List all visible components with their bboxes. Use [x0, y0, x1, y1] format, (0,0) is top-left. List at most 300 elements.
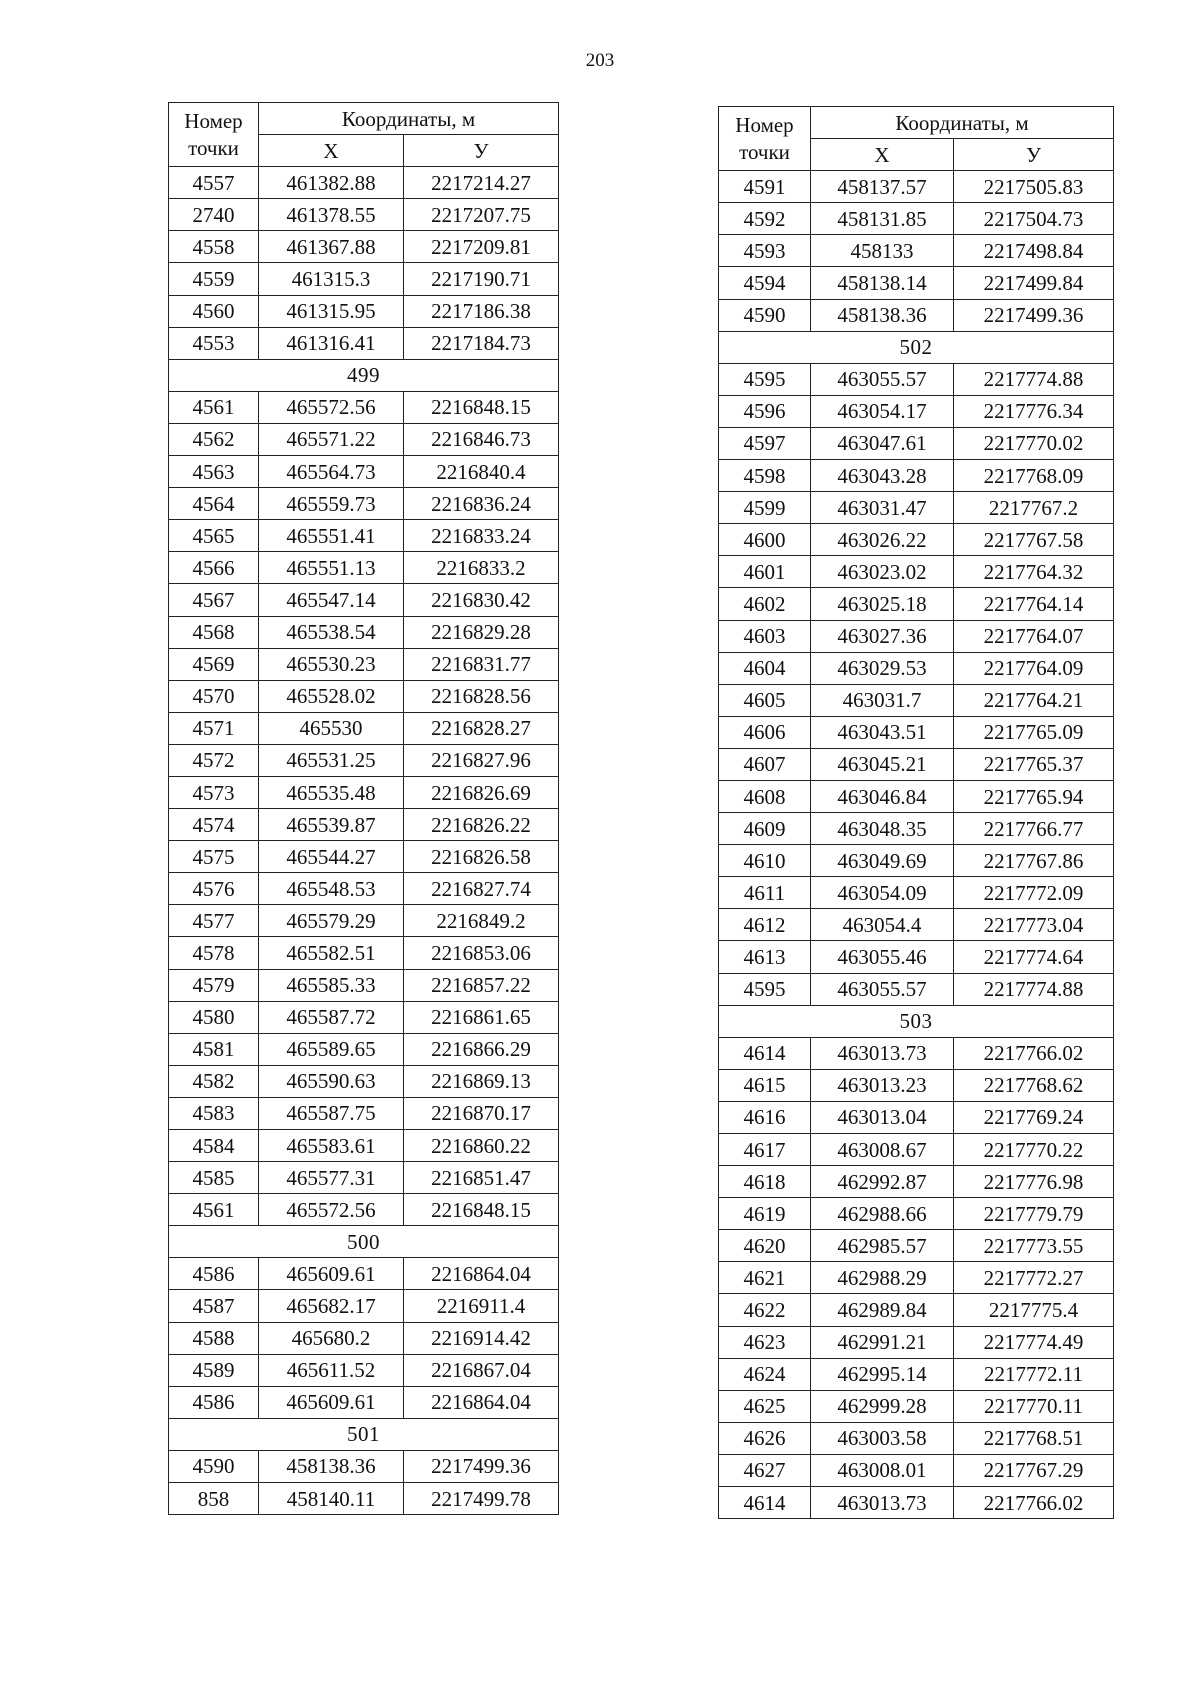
y-coordinate-cell: 2217764.32 [954, 556, 1114, 588]
y-coordinate-cell: 2216860.22 [404, 1130, 559, 1162]
point-number-cell: 4563 [169, 456, 259, 488]
point-number-cell: 4587 [169, 1290, 259, 1322]
y-coordinate-cell: 2217504.73 [954, 203, 1114, 235]
y-coordinate-cell: 2216849.2 [404, 905, 559, 937]
y-coordinate-cell: 2216861.65 [404, 1001, 559, 1033]
y-coordinate-cell: 2217772.11 [954, 1358, 1114, 1390]
point-number-cell: 4589 [169, 1354, 259, 1386]
point-number-cell: 4624 [719, 1358, 811, 1390]
table-row [169, 809, 559, 841]
y-coordinate-cell: 2217770.11 [954, 1390, 1114, 1422]
point-number-cell: 4626 [719, 1422, 811, 1454]
table-row [169, 680, 559, 712]
y-coordinate-cell: 2217768.51 [954, 1422, 1114, 1454]
point-number-cell: 4608 [719, 780, 811, 812]
point-number-cell: 4579 [169, 969, 259, 1001]
x-coordinate-cell: 461367.88 [259, 231, 404, 263]
x-coordinate-cell: 465589.65 [259, 1033, 404, 1065]
coordinates-header: Координаты, м [259, 103, 559, 135]
x-coordinate-cell: 463029.53 [811, 652, 954, 684]
point-number-cell: 858 [169, 1483, 259, 1515]
x-coordinate-cell: 465579.29 [259, 905, 404, 937]
x-coordinate-cell: 465551.41 [259, 520, 404, 552]
point-number-cell: 4607 [719, 748, 811, 780]
table-row [169, 1130, 559, 1162]
point-number-cell: 4595 [719, 973, 811, 1005]
x-coordinate-cell: 463013.73 [811, 1487, 954, 1519]
x-coordinate-cell: 463054.09 [811, 877, 954, 909]
point-number-cell: 4571 [169, 712, 259, 744]
x-coordinate-cell: 465551.13 [259, 552, 404, 584]
table-row [719, 1487, 1114, 1519]
x-coordinate-cell: 465582.51 [259, 937, 404, 969]
x-coordinate-cell: 463045.21 [811, 748, 954, 780]
point-number-cell: 4623 [719, 1326, 811, 1358]
table-row [169, 648, 559, 680]
x-coordinate-cell: 463027.36 [811, 620, 954, 652]
point-number-cell: 4625 [719, 1390, 811, 1422]
table-row [719, 524, 1114, 556]
point-number-cell: 4576 [169, 873, 259, 905]
x-coordinate-cell: 463031.47 [811, 492, 954, 524]
coordinates-table-left [168, 102, 559, 1515]
table-row [719, 1422, 1114, 1454]
section-number-row [169, 1226, 559, 1258]
x-coordinate-cell: 458137.57 [811, 171, 954, 203]
section-number-row [169, 359, 559, 391]
table-row [719, 395, 1114, 427]
x-coordinate-cell: 463031.7 [811, 684, 954, 716]
y-coordinate-cell: 2217764.07 [954, 620, 1114, 652]
point-number-cell: 4605 [719, 684, 811, 716]
y-coordinate-cell: 2216833.24 [404, 520, 559, 552]
point-number-cell: 4569 [169, 648, 259, 680]
table-row [719, 460, 1114, 492]
y-coordinate-cell: 2216867.04 [404, 1354, 559, 1386]
x-coordinate-cell: 465682.17 [259, 1290, 404, 1322]
x-coordinate-cell: 463046.84 [811, 780, 954, 812]
x-coordinate-cell: 462999.28 [811, 1390, 954, 1422]
table-row [169, 1033, 559, 1065]
x-coordinate-cell: 462985.57 [811, 1230, 954, 1262]
x-coordinate-cell: 463048.35 [811, 813, 954, 845]
x-coordinate-cell: 462988.29 [811, 1262, 954, 1294]
point-number-cell: 4611 [719, 877, 811, 909]
table-row [169, 937, 559, 969]
y-coordinate-cell: 2217776.98 [954, 1166, 1114, 1198]
y-coordinate-cell: 2217499.84 [954, 267, 1114, 299]
table-row [169, 231, 559, 263]
y-coordinate-cell: 2216826.58 [404, 841, 559, 873]
x-coordinate-cell: 458133 [811, 235, 954, 267]
y-coordinate-cell: 2216828.27 [404, 712, 559, 744]
x-coordinate-cell: 465611.52 [259, 1354, 404, 1386]
section-number: 501 [169, 1418, 559, 1450]
x-coordinate-cell: 465530.23 [259, 648, 404, 680]
point-number-cell: 4562 [169, 423, 259, 455]
point-number-cell: 4565 [169, 520, 259, 552]
y-coordinate-cell: 2217767.2 [954, 492, 1114, 524]
table-row [719, 652, 1114, 684]
table-row [719, 171, 1114, 203]
y-coordinate-cell: 2217767.58 [954, 524, 1114, 556]
point-number-cell: 4574 [169, 809, 259, 841]
y-coordinate-cell: 2216829.28 [404, 616, 559, 648]
point-number-cell: 4598 [719, 460, 811, 492]
section-number-row [719, 1005, 1114, 1037]
page-number: 203 [585, 50, 615, 71]
x-coordinate-cell: 465590.63 [259, 1065, 404, 1097]
x-coordinate-cell: 465571.22 [259, 423, 404, 455]
table-row [719, 1294, 1114, 1326]
x-coordinate-cell: 458140.11 [259, 1483, 404, 1515]
x-coordinate-cell: 463008.01 [811, 1454, 954, 1486]
x-coordinate-cell: 461378.55 [259, 199, 404, 231]
coordinates-table-right-body [719, 171, 1114, 1519]
x-coordinate-cell: 463055.46 [811, 941, 954, 973]
point-number-cell: 4560 [169, 295, 259, 327]
section-number: 502 [719, 331, 1114, 363]
table-row [719, 845, 1114, 877]
table-row [719, 556, 1114, 588]
table-row [719, 780, 1114, 812]
y-coordinate-cell: 2216828.56 [404, 680, 559, 712]
table-row [169, 167, 559, 199]
x-coordinate-cell: 462992.87 [811, 1166, 954, 1198]
section-number-row [719, 331, 1114, 363]
point-number-cell: 4568 [169, 616, 259, 648]
point-number-cell: 4604 [719, 652, 811, 684]
point-number-cell: 4622 [719, 1294, 811, 1326]
table-row [169, 841, 559, 873]
table-row [169, 1001, 559, 1033]
point-number-cell: 4578 [169, 937, 259, 969]
point-number-cell: 4593 [719, 235, 811, 267]
table-row [719, 1037, 1114, 1069]
y-coordinate-cell: 2216864.04 [404, 1258, 559, 1290]
table-row [169, 295, 559, 327]
point-number-cell: 4590 [719, 299, 811, 331]
point-number-cell: 4584 [169, 1130, 259, 1162]
x-coordinate-cell: 465547.14 [259, 584, 404, 616]
point-number-cell: 4558 [169, 231, 259, 263]
y-coordinate-cell: 2216826.22 [404, 809, 559, 841]
y-coordinate-cell: 2217498.84 [954, 235, 1114, 267]
x-coordinate-cell: 463013.73 [811, 1037, 954, 1069]
y-coordinate-cell: 2216826.69 [404, 776, 559, 808]
y-coordinate-cell: 2217505.83 [954, 171, 1114, 203]
point-number-cell: 4614 [719, 1487, 811, 1519]
x-coordinate-cell: 463013.23 [811, 1069, 954, 1101]
table-row [169, 1194, 559, 1226]
x-coordinate-cell: 463043.28 [811, 460, 954, 492]
x-coordinate-cell: 465535.48 [259, 776, 404, 808]
y-coordinate-cell: 2216840.4 [404, 456, 559, 488]
table-row [719, 1230, 1114, 1262]
table-row [719, 299, 1114, 331]
x-coordinate-cell: 465528.02 [259, 680, 404, 712]
x-coordinate-cell: 462991.21 [811, 1326, 954, 1358]
y-coordinate-cell: 2216827.74 [404, 873, 559, 905]
point-number-cell: 4570 [169, 680, 259, 712]
table-row [169, 1162, 559, 1194]
y-coordinate-cell: 2217499.78 [404, 1483, 559, 1515]
x-coordinate-cell: 461315.95 [259, 295, 404, 327]
point-number-cell: 4566 [169, 552, 259, 584]
table-row [169, 776, 559, 808]
table-row [719, 941, 1114, 973]
y-coordinate-cell: 2217775.4 [954, 1294, 1114, 1326]
table-row [719, 235, 1114, 267]
x-coordinate-cell: 458131.85 [811, 203, 954, 235]
point-number-cell: 4602 [719, 588, 811, 620]
x-coordinate-cell: 465531.25 [259, 744, 404, 776]
x-coordinate-cell: 463049.69 [811, 845, 954, 877]
y-coordinate-cell: 2216846.73 [404, 423, 559, 455]
table-row [169, 969, 559, 1001]
y-coordinate-cell: 2217765.37 [954, 748, 1114, 780]
y-coordinate-cell: 2217214.27 [404, 167, 559, 199]
x-coordinate-cell: 465609.61 [259, 1386, 404, 1418]
x-coordinate-cell: 458138.36 [811, 299, 954, 331]
x-coordinate-cell: 465585.33 [259, 969, 404, 1001]
x-coordinate-cell: 465587.75 [259, 1097, 404, 1129]
table-row [169, 456, 559, 488]
table-row [719, 1390, 1114, 1422]
y-coordinate-cell: 2216851.47 [404, 1162, 559, 1194]
table-row [719, 748, 1114, 780]
table-row [169, 1322, 559, 1354]
table-row [719, 716, 1114, 748]
point-number-cell: 4575 [169, 841, 259, 873]
y-coordinate-cell: 2216870.17 [404, 1097, 559, 1129]
point-number-cell: 4616 [719, 1101, 811, 1133]
y-coordinate-cell: 2216853.06 [404, 937, 559, 969]
y-coordinate-cell: 2217774.64 [954, 941, 1114, 973]
point-number-cell: 4612 [719, 909, 811, 941]
y-coordinate-cell: 2217766.02 [954, 1037, 1114, 1069]
point-number-cell: 4603 [719, 620, 811, 652]
point-number-cell: 4583 [169, 1097, 259, 1129]
table-row [169, 712, 559, 744]
point-number-cell: 4581 [169, 1033, 259, 1065]
table-row [719, 877, 1114, 909]
y-coordinate-cell: 2217767.86 [954, 845, 1114, 877]
coordinates-header: Координаты, м [811, 107, 1114, 139]
point-number-cell: 4596 [719, 395, 811, 427]
y-coordinate-cell: 2217779.79 [954, 1198, 1114, 1230]
point-number-cell: 4586 [169, 1258, 259, 1290]
point-number-cell: 4590 [169, 1450, 259, 1482]
y-coordinate-cell: 2217209.81 [404, 231, 559, 263]
y-coordinate-cell: 2216848.15 [404, 391, 559, 423]
table-row [719, 1134, 1114, 1166]
x-coordinate-cell: 462989.84 [811, 1294, 954, 1326]
y-coordinate-cell: 2217764.14 [954, 588, 1114, 620]
point-number-cell: 4577 [169, 905, 259, 937]
table-row [169, 391, 559, 423]
point-number-cell: 4618 [719, 1166, 811, 1198]
y-coordinate-cell: 2217207.75 [404, 199, 559, 231]
point-number-cell: 4591 [719, 171, 811, 203]
y-coordinate-cell: 2217186.38 [404, 295, 559, 327]
point-number-header-line1: Номер [735, 112, 794, 137]
y-coordinate-cell: 2216864.04 [404, 1386, 559, 1418]
x-coordinate-cell: 463013.04 [811, 1101, 954, 1133]
x-coordinate-cell: 465609.61 [259, 1258, 404, 1290]
point-number-cell: 4615 [719, 1069, 811, 1101]
point-number-cell: 4601 [719, 556, 811, 588]
x-coordinate-cell: 465564.73 [259, 456, 404, 488]
y-coordinate-cell: 2216857.22 [404, 969, 559, 1001]
table-row [719, 909, 1114, 941]
coordinates-table-right [718, 106, 1114, 1519]
point-number-cell: 4572 [169, 744, 259, 776]
y-coordinate-cell: 2216911.4 [404, 1290, 559, 1322]
x-column-header: X [259, 135, 404, 167]
x-coordinate-cell: 458138.14 [811, 267, 954, 299]
y-coordinate-cell: 2216836.24 [404, 488, 559, 520]
table-row [169, 905, 559, 937]
point-number-cell: 4619 [719, 1198, 811, 1230]
section-number: 500 [169, 1226, 559, 1258]
x-coordinate-cell: 458138.36 [259, 1450, 404, 1482]
table-row [169, 263, 559, 295]
y-column-header: У [404, 135, 559, 167]
point-number-cell: 4627 [719, 1454, 811, 1486]
table-row [719, 588, 1114, 620]
point-number-cell: 4599 [719, 492, 811, 524]
point-number-header-line1: Номер [184, 108, 243, 133]
coordinates-table-left-body [169, 167, 559, 1515]
section-number: 499 [169, 359, 559, 391]
table-row [719, 1358, 1114, 1390]
point-number-cell: 4586 [169, 1386, 259, 1418]
table-row [719, 620, 1114, 652]
y-coordinate-cell: 2217190.71 [404, 263, 559, 295]
point-number-cell: 4595 [719, 363, 811, 395]
x-coordinate-cell: 463043.51 [811, 716, 954, 748]
point-number-cell: 4559 [169, 263, 259, 295]
point-number-cell: 4594 [719, 267, 811, 299]
table-row [719, 363, 1114, 395]
table-row [719, 1262, 1114, 1294]
table-row [169, 1483, 559, 1515]
x-coordinate-cell: 465680.2 [259, 1322, 404, 1354]
point-number-cell: 4567 [169, 584, 259, 616]
table-row [169, 1450, 559, 1482]
point-number-cell: 4582 [169, 1065, 259, 1097]
y-coordinate-cell: 2216869.13 [404, 1065, 559, 1097]
point-number-cell: 4620 [719, 1230, 811, 1262]
table-row [719, 492, 1114, 524]
y-coordinate-cell: 2217774.88 [954, 973, 1114, 1005]
x-coordinate-cell: 461382.88 [259, 167, 404, 199]
point-number-cell: 4600 [719, 524, 811, 556]
table-row [719, 1166, 1114, 1198]
table-row [169, 616, 559, 648]
table-row [169, 1354, 559, 1386]
y-coordinate-cell: 2217499.36 [404, 1450, 559, 1482]
table-row [719, 427, 1114, 459]
table-row [719, 203, 1114, 235]
y-coordinate-cell: 2216848.15 [404, 1194, 559, 1226]
point-number-cell: 4564 [169, 488, 259, 520]
table-row [169, 488, 559, 520]
y-coordinate-cell: 2217776.34 [954, 395, 1114, 427]
y-coordinate-cell: 2217764.21 [954, 684, 1114, 716]
y-coordinate-cell: 2216833.2 [404, 552, 559, 584]
point-number-header [169, 103, 259, 167]
y-coordinate-cell: 2217767.29 [954, 1454, 1114, 1486]
y-coordinate-cell: 2217773.04 [954, 909, 1114, 941]
table-row [719, 267, 1114, 299]
x-coordinate-cell: 463025.18 [811, 588, 954, 620]
x-column-header: X [811, 139, 954, 171]
table-row [719, 1198, 1114, 1230]
x-coordinate-cell: 461315.3 [259, 263, 404, 295]
y-coordinate-cell: 2216830.42 [404, 584, 559, 616]
y-coordinate-cell: 2217766.02 [954, 1487, 1114, 1519]
point-number-cell: 4613 [719, 941, 811, 973]
point-number-cell: 4588 [169, 1322, 259, 1354]
x-coordinate-cell: 465544.27 [259, 841, 404, 873]
y-coordinate-cell: 2217765.09 [954, 716, 1114, 748]
table-row [719, 1101, 1114, 1133]
x-coordinate-cell: 463003.58 [811, 1422, 954, 1454]
y-coordinate-cell: 2217772.09 [954, 877, 1114, 909]
y-coordinate-cell: 2217770.02 [954, 427, 1114, 459]
table-row [169, 1386, 559, 1418]
x-coordinate-cell: 465577.31 [259, 1162, 404, 1194]
y-coordinate-cell: 2217769.24 [954, 1101, 1114, 1133]
y-coordinate-cell: 2217768.09 [954, 460, 1114, 492]
y-column-header: У [954, 139, 1114, 171]
y-coordinate-cell: 2217774.49 [954, 1326, 1114, 1358]
table-row [719, 1326, 1114, 1358]
x-coordinate-cell: 463023.02 [811, 556, 954, 588]
x-coordinate-cell: 463008.67 [811, 1134, 954, 1166]
table-row [169, 1097, 559, 1129]
point-number-cell: 2740 [169, 199, 259, 231]
table-row [719, 1454, 1114, 1486]
table-row [169, 584, 559, 616]
y-coordinate-cell: 2217499.36 [954, 299, 1114, 331]
point-number-cell: 4553 [169, 327, 259, 359]
x-coordinate-cell: 461316.41 [259, 327, 404, 359]
point-number-cell: 4573 [169, 776, 259, 808]
point-number-cell: 4621 [719, 1262, 811, 1294]
table-row [169, 873, 559, 905]
table-row [169, 199, 559, 231]
point-number-cell: 4585 [169, 1162, 259, 1194]
table-row [169, 1290, 559, 1322]
table-row [169, 1258, 559, 1290]
x-coordinate-cell: 465583.61 [259, 1130, 404, 1162]
point-number-cell: 4561 [169, 391, 259, 423]
x-coordinate-cell: 465530 [259, 712, 404, 744]
x-coordinate-cell: 465559.73 [259, 488, 404, 520]
point-number-cell: 4617 [719, 1134, 811, 1166]
x-coordinate-cell: 462995.14 [811, 1358, 954, 1390]
table-row [169, 1065, 559, 1097]
point-number-header-line2: точки [739, 139, 790, 164]
x-coordinate-cell: 462988.66 [811, 1198, 954, 1230]
point-number-cell: 4592 [719, 203, 811, 235]
y-coordinate-cell: 2217774.88 [954, 363, 1114, 395]
y-coordinate-cell: 2216827.96 [404, 744, 559, 776]
y-coordinate-cell: 2216866.29 [404, 1033, 559, 1065]
